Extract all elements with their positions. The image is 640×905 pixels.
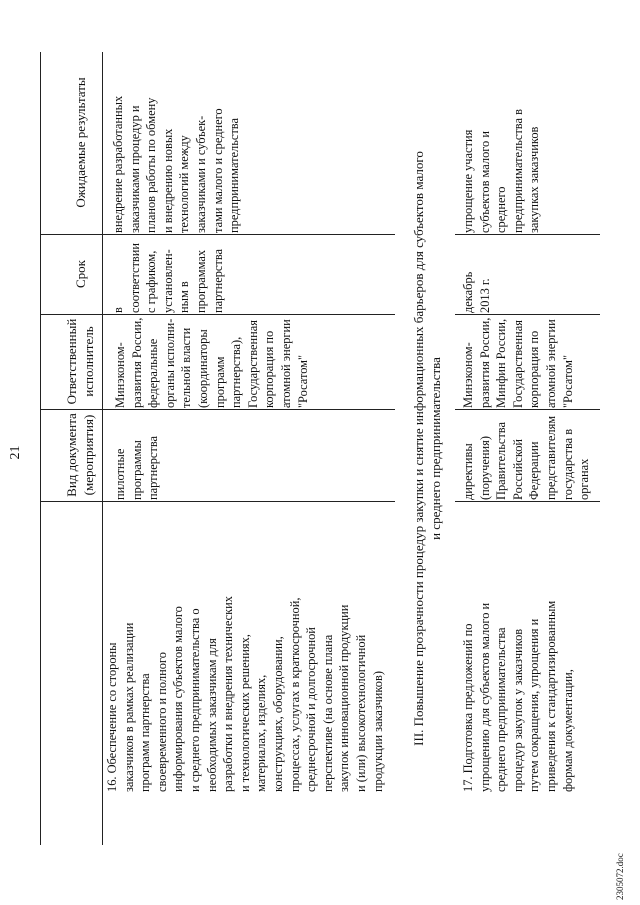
row16-measure: 16. Обеспечение со стороны заказчиков в рамках реализации программ партнерства своевременного и полного информирования субъектов малого и среднего предпринимательства о необходимых заказчикам для разработки и внедрения технических и технологических решениях, материалах, изделиях, конструкциях, оборудовании, процессах, услугах в краткосрочной, среднесрочной и долгосрочной перспективе (на основе плана закупок инновационной продукции и (или) высокотехнологичной продукции заказчиков) [105, 596, 385, 792]
row16-responsible: Минэконом- развития России, федеральные органы исполни- тельной власти (координаторы программ партнерства), Государственная корпорация по атомной энергии "Росатом" [113, 317, 310, 408]
row17-results: упрощение участия субъектов малого и среднего предпринимательства в закупках заказчиков [461, 109, 542, 233]
row17-deadline: декабрь 2013 г. [461, 271, 492, 313]
column-divider-1 [40, 501, 395, 502]
row16-results: внедрение разработанных заказчиками процедур и планов работы по обмену и внедрению новых технологий между заказчиками и субъек- тами малого и среднего предпринимательства [111, 95, 242, 233]
section-heading: III. Повышение прозрачности процедур закупки и снятие информационных барьеров для субъектов малого и среднего предпринимательства [411, 151, 443, 746]
header-deadline: Срок [73, 260, 88, 288]
row17-doc-type: директивы (поручения) Правительства Российской Федерации представителям государства в органах [461, 415, 592, 500]
page-number: 21 [8, 445, 23, 460]
header-results: Ожидаемые результаты [73, 77, 88, 208]
row17-responsible: Минэконом- развития России, Минфин России, Государственная корпорация по атомной энергии "Росатом" [461, 317, 575, 408]
column-divider-1-lower [455, 501, 600, 502]
header-doc-type: Вид документа (мероприятия) [64, 413, 96, 497]
header-responsible: Ответственный исполнитель [64, 318, 96, 405]
header-bottom-border [102, 52, 103, 845]
row16-deadline: в соответствии с графиком, установлен- ным в программах партнерства [111, 242, 225, 313]
footer-filename: 2305072.doc [615, 853, 625, 900]
row16-doc-type: пилотные программы партнерства [113, 435, 161, 500]
table-top-border [40, 52, 41, 845]
row17-measure: 17. Подготовка предложений по упрощению для субъектов малого и среднего предпринимательства процедур закупок у заказчиков путем сокращения, упрощения и приведения к стандартизированным формам документации, [461, 600, 575, 792]
